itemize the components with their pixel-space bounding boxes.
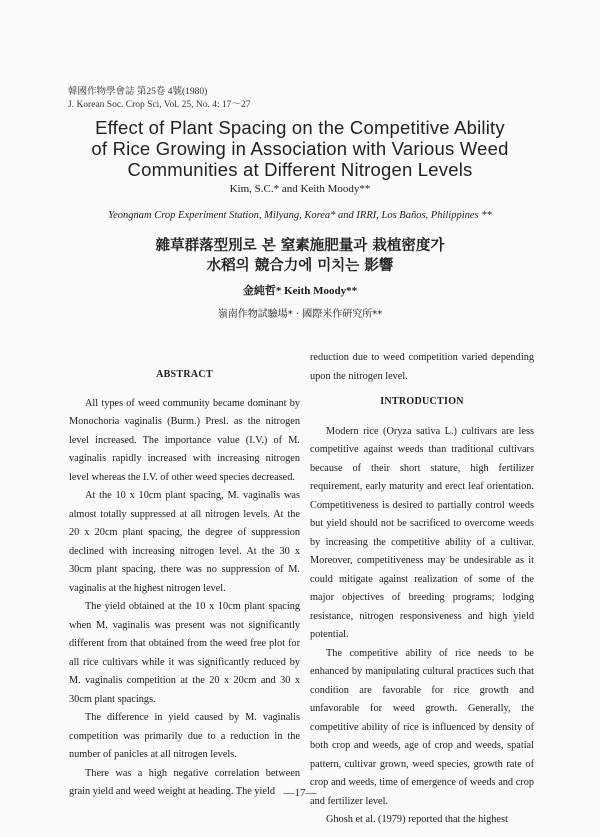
korean-affiliations: 嶺南作物試驗場* · 國際米作硏究所** [217,309,383,320]
right-column [310,349,534,830]
introduction-paragraph: Ghosh et al. (1979) reported that the highest [326,814,508,825]
introduction-heading: INTRODUCTION [380,396,464,407]
left-column [69,366,300,802]
korean-authors: 金純哲* Keith Moody** [242,285,358,297]
affiliations: Yeongnam Crop Experiment Station, Milyang, Korea* and IRRI, Los Baños, Philippines ** [108,210,492,221]
introduction-paragraph: The competitive ability of rice needs to be enhanced by manipulating cultural practices such that condition are favorable for rice growth and unfavorable for weed growth. Generally, the competitive ability of rice is influenced by density of both crop and weeds, age of crop and weeds, spatial pattern, cultivar grown, weed species, growth rate of crop and weeds, time of emergence of weeds and crop and fertilizer level. [310,647,534,807]
korean-title [0,236,600,276]
abstract-continuation: reduction due to weed competition varied depending upon the nitrogen level. [310,352,534,382]
abstract-paragraph: At the 10 x 10cm plant spacing, M. vaginalis was almost totally suppressed at all nitrogen levels. At the 20 x 20cm plant spacing, the degree of suppression declined with increasing nitrogen level. At the 30 x 30cm plant spacing, there was no suppression of M. vaginalis at the highest nitrogen level. [69,490,300,594]
introduction-paragraph: Modern rice (Oryza sativa L.) cultivars are less competitive against weeds than traditional cultivars because of their short stature, high fertilizer requirement, early maturity and erect leaf orientation. Competitiveness is desired to partially control weeds but yield should not be sacrificed to overcome weeds by increasing the competitive ability of a cultivar. Moreover, competitiveness may be undesirable as it could mitigate against realization of some of the major objectives of breeding programs; lodging resistance, nitrogen responsiveness and high yield potential. [310,425,534,640]
page-number: —17— [283,787,317,799]
abstract-paragraph: All types of weed community became dominant by Monochoria vaginalis (Burm.) Presl. as the nitrogen level increased. The importance value (I.V.) of M. vaginalis rapidly increased with increasing nitrogen level whereas the I.V. of other weed species decreased. [69,397,300,483]
paper-title [40,117,560,180]
abstract-paragraph: There was a high negative correlation between grain yield and weed weight at heading. The yield [69,767,300,797]
authors: Kim, S.C.* and Keith Moody** [229,183,371,195]
abstract-paragraph: The yield obtained at the 10 x 10cm plant spacing when M. vaginalis was present was not significantly different from that obtained from the weed free plot for all rice cultivars while it was significantly reduced by M. vaginalis competition at the 20 x 20cm and 30 x 30cm plant spacings. [69,601,300,705]
korean-title-line-1: 雜草群落型別로 본 窒素施肥量과 栽植密度가 [155,238,445,254]
abstract-heading: ABSTRACT [156,369,213,380]
journal-citation-english: J. Korean Soc. Crop Sci, Vol. 25, No. 4: 17～27 [68,100,251,110]
paper-title-line-2: of Rice Growing in Association with Various Weed [91,138,509,159]
abstract-paragraph: The difference in yield caused by M. vaginalis competition was primarily due to a reduction in the number of panicles at all nitrogen levels. [69,712,300,760]
paper-title-line-3: Communities at Different Nitrogen Levels [127,159,473,180]
korean-title-line-2: 水稻의 競合力에 미치는 影響 [206,258,394,274]
abstract-body [69,395,300,802]
journal-citation [68,86,251,112]
paper-title-line-1: Effect of Plant Spacing on the Competitive Ability [95,117,505,138]
journal-citation-korean: 韓國作物學會誌 第25卷 4號(1980) [68,87,208,97]
